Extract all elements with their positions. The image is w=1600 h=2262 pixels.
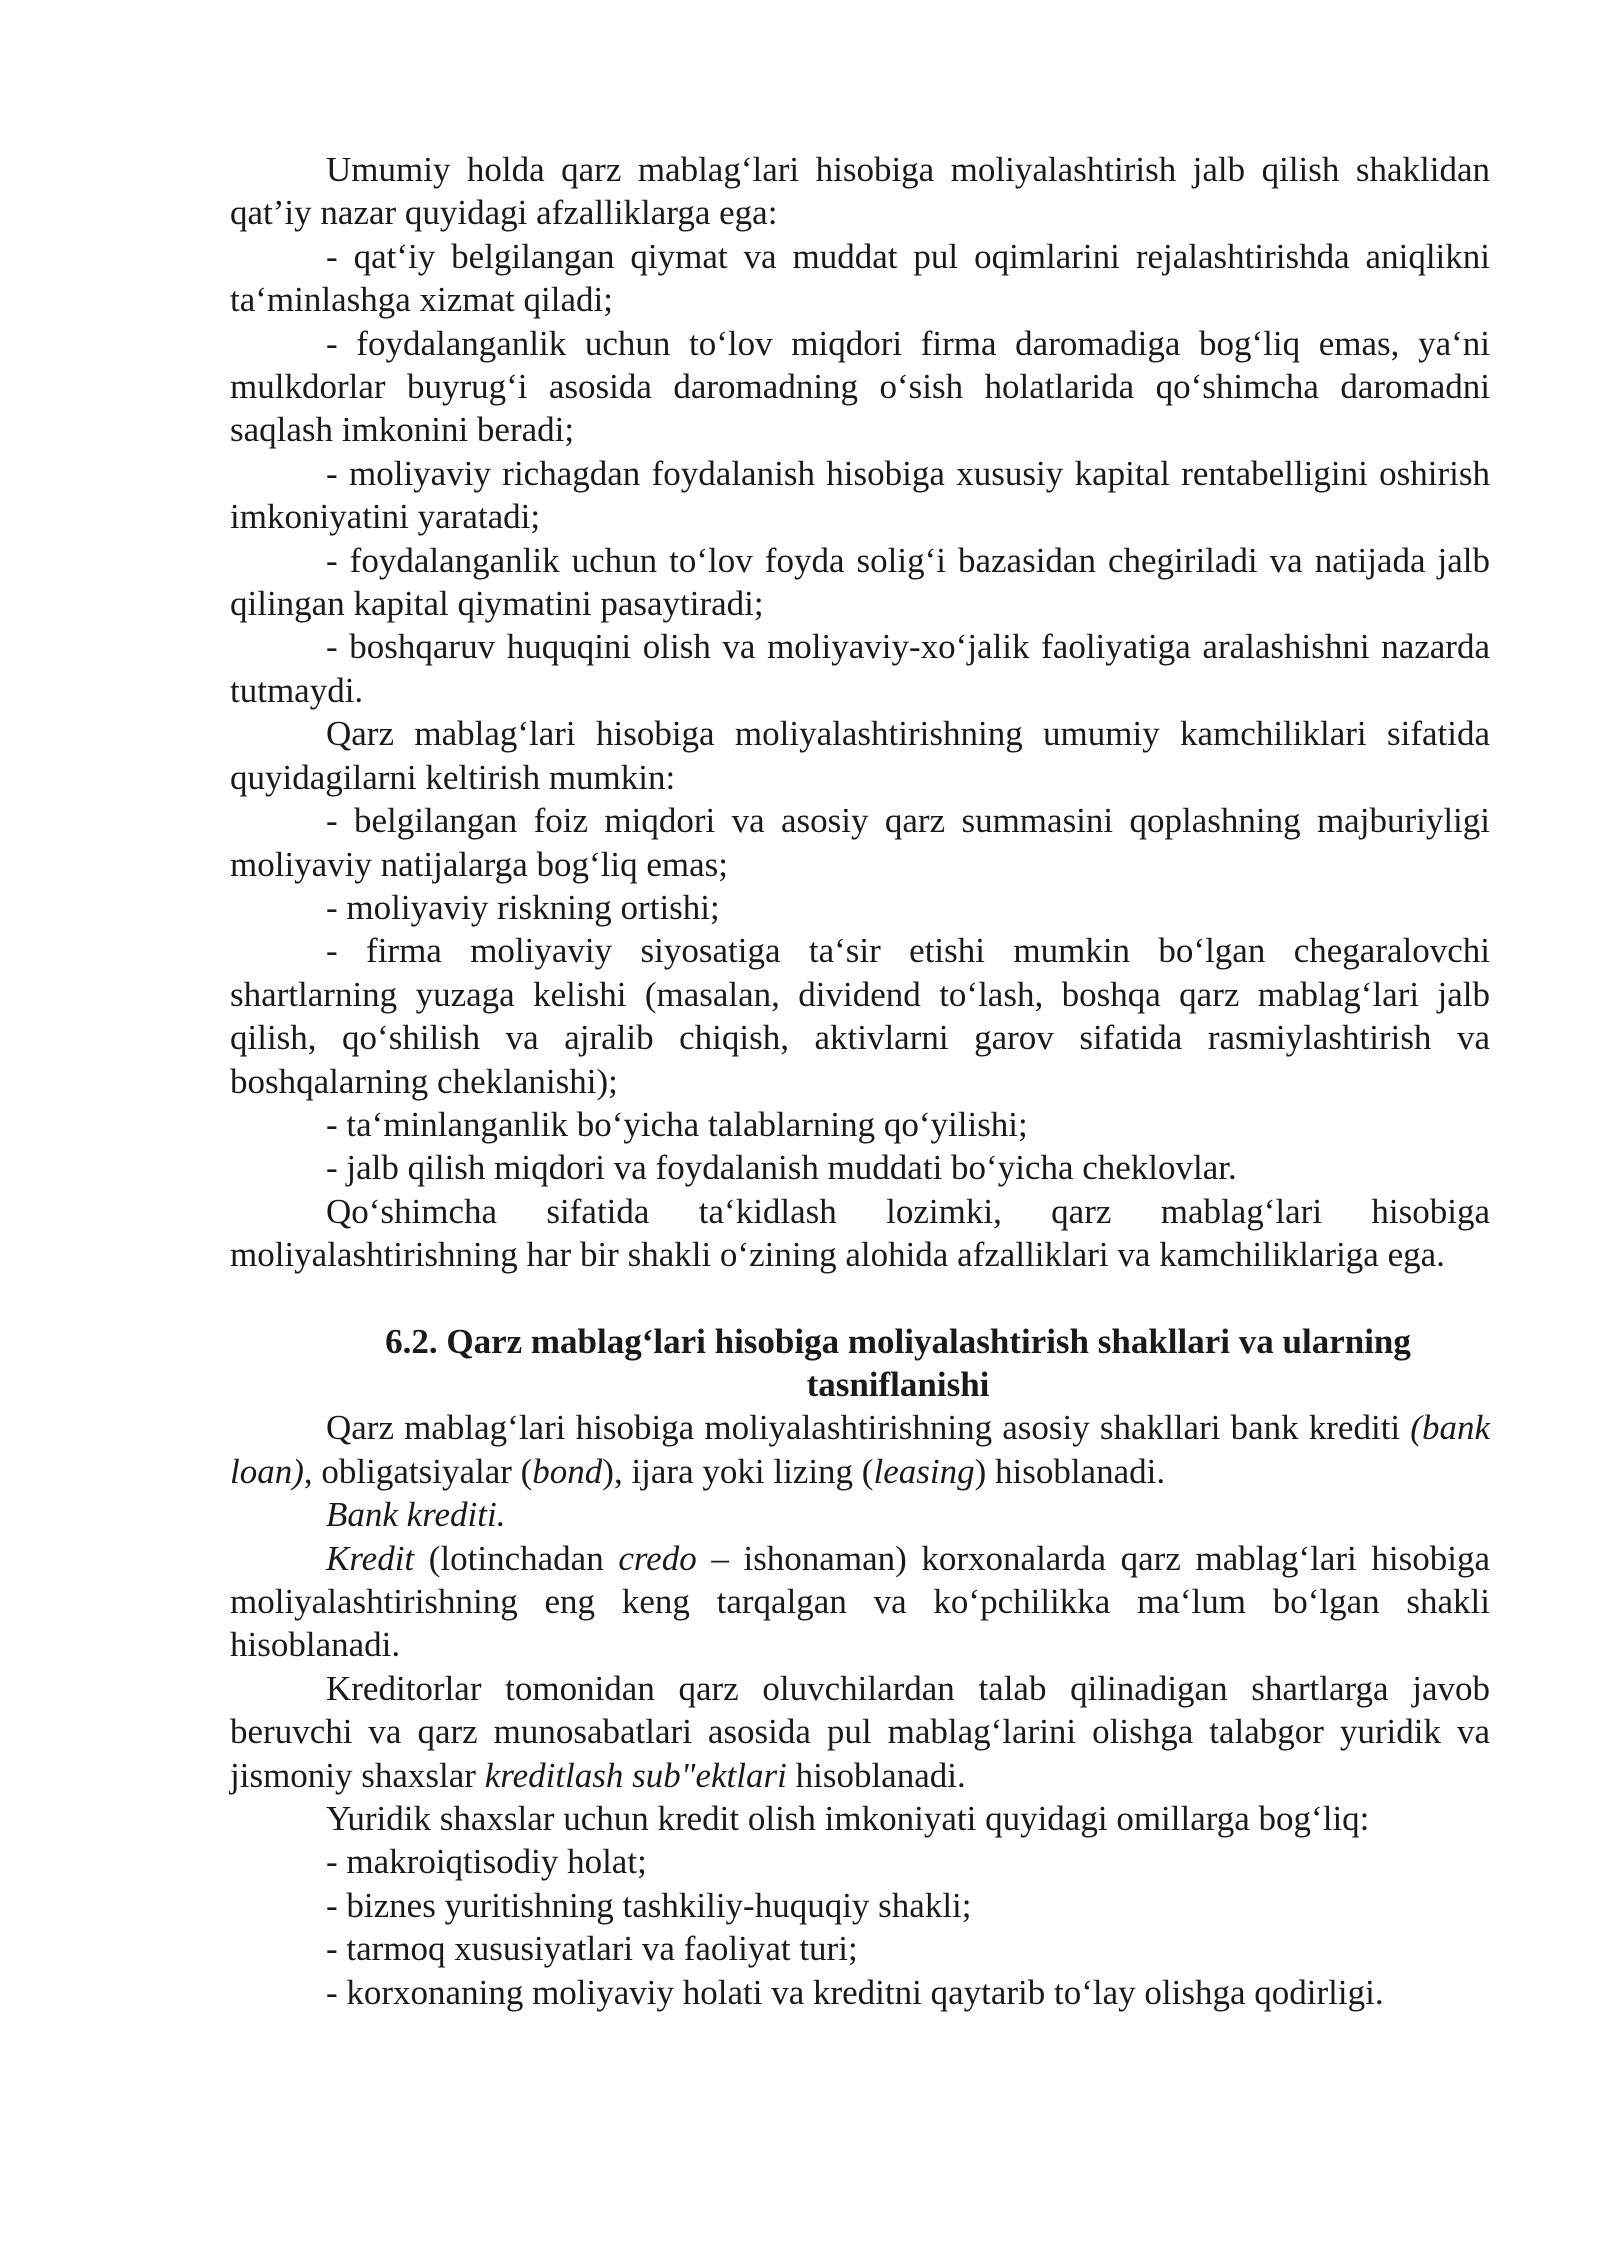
list-item: - foydalanganlik uchun to‘lov miqdori firma daromadiga bog‘liq emas, ya‘ni mulkdorlar buyrug‘i asosida daromadning o‘sish holatlarida qo‘shimcha daromadni saqlash imkonini beradi; [230,323,1490,450]
italic-term: leasing [873,1451,975,1491]
list-item: - moliyaviy richagdan foydalanish hisobiga xususiy kapital rentabelligini oshirish imkoniyatini yaratadi; [230,453,1490,537]
subheading-bank-credit [230,1493,1490,1536]
section-heading [230,1320,1490,1407]
text-run: Qarz mablag‘lari hisobiga moliyalashtirishning asosiy shakllari bank krediti [326,1408,1411,1448]
text-run: ) hisoblanadi. [974,1451,1166,1491]
list-item: - qat‘iy belgilangan qiymat va muddat pul oqimlarini rejalashtirishda aniqlikni ta‘minlashga xizmat qiladi; [230,236,1490,320]
list-item: - jalb qilish miqdori va foydalanish muddati bo‘yicha cheklovlar. [326,1148,1237,1188]
list-item: - makroiqtisodiy holat; [326,1842,647,1882]
text-run: (lotinchadan [414,1538,619,1578]
section-heading-line: tasniflanishi [806,1364,990,1404]
paragraph-credit [230,1537,1490,1667]
list-item: - belgilangan foiz miqdori va asosiy qarz summasini qoplashning majburiyligi moliyaviy natijalarga bog‘liq emas; [230,801,1490,884]
text-run: , obligatsiyalar ( [303,1451,533,1491]
document-page [230,148,1490,2014]
paragraph: Yuridik shaxslar uchun kredit olish imkoniyati quyidagi omillarga bog‘liq: [326,1799,1370,1839]
list-item: - boshqaruv huquqini olish va moliyaviy-xo‘jalik faoliyatiga aralashishni nazarda tutmaydi. [230,627,1490,710]
text-run: Kreditorlar tomonidan qarz oluvchilardan talab qilinadigan shartlarga javob beruvchi va qarz munosabatlari asosida pul mablag‘larini olishga talabgor yuridik va jismoniy shaxslar [230,1668,1490,1795]
paragraph: Qo‘shimcha sifatida ta‘kidlash lozimki, qarz mablag‘lari hisobiga moliyalashtirishning har bir shakli o‘zining alohida afzalliklari va kamchiliklariga ega. [230,1191,1490,1275]
italic-term: kreditlash sub"ektlari [484,1755,787,1795]
text-run: ), ijara yoki lizing ( [602,1451,874,1491]
italic-term: bond [532,1451,603,1491]
paragraph: Qarz mablag‘lari hisobiga moliyalashtirishning umumiy kamchiliklari sifatida quyidagilarni keltirish mumkin: [230,714,1490,797]
list-item: - moliyaviy riskning ortishi; [326,887,720,927]
text-run: – ishonaman) korxonalarda qarz mablag‘lari hisobiga moliyalashtirishning eng keng tarqalgan va ko‘pchilikka ma‘lum bo‘lgan shakli hisoblanadi. [230,1538,1490,1665]
list-item: - korxonaning moliyaviy holati va kreditni qaytarib to‘lay olishga qodirligi. [326,1972,1384,2012]
section-heading-line: 6.2. Qarz mablag‘lari hisobiga moliyalashtirish shakllari va ularning [385,1321,1411,1361]
text-run: hisoblanadi. [786,1755,966,1795]
list-item: - foydalanganlik uchun to‘lov foyda solig‘i bazasidan chegiriladi va natijada jalb qilingan kapital qiymatini pasaytiradi; [230,540,1490,624]
italic-subtitle: Bank krediti. [326,1495,506,1535]
paragraph-forms [230,1406,1490,1493]
italic-term: credo [618,1538,697,1578]
italic-term: Kredit [326,1538,415,1578]
list-item: - tarmoq xususiyatlari va faoliyat turi; [326,1929,858,1969]
paragraph-subjects [230,1667,1490,1797]
paragraph: Umumiy holda qarz mablag‘lari hisobiga moliyalashtirish jalb qilish shaklidan qat’iy nazar quyidagi afzalliklarga ega: [230,150,1490,233]
list-item: - ta‘minlanganlik bo‘yicha talablarning qo‘yilishi; [326,1104,1028,1144]
list-item: - firma moliyaviy siyosatiga ta‘sir etishi mumkin bo‘lgan chegaralovchi shartlarning yuzaga kelishi (masalan, dividend to‘lash, boshqa qarz mablag‘lari jalb qilish, qo‘shilish va ajralib chiqish, aktivlarni garov sifatida rasmiylashtirish va boshqalarning cheklanishi); [230,931,1490,1101]
italic-term: (bank loan) [230,1408,1490,1491]
list-item: - biznes yuritishning tashkiliy-huquqiy shakli; [326,1885,972,1925]
